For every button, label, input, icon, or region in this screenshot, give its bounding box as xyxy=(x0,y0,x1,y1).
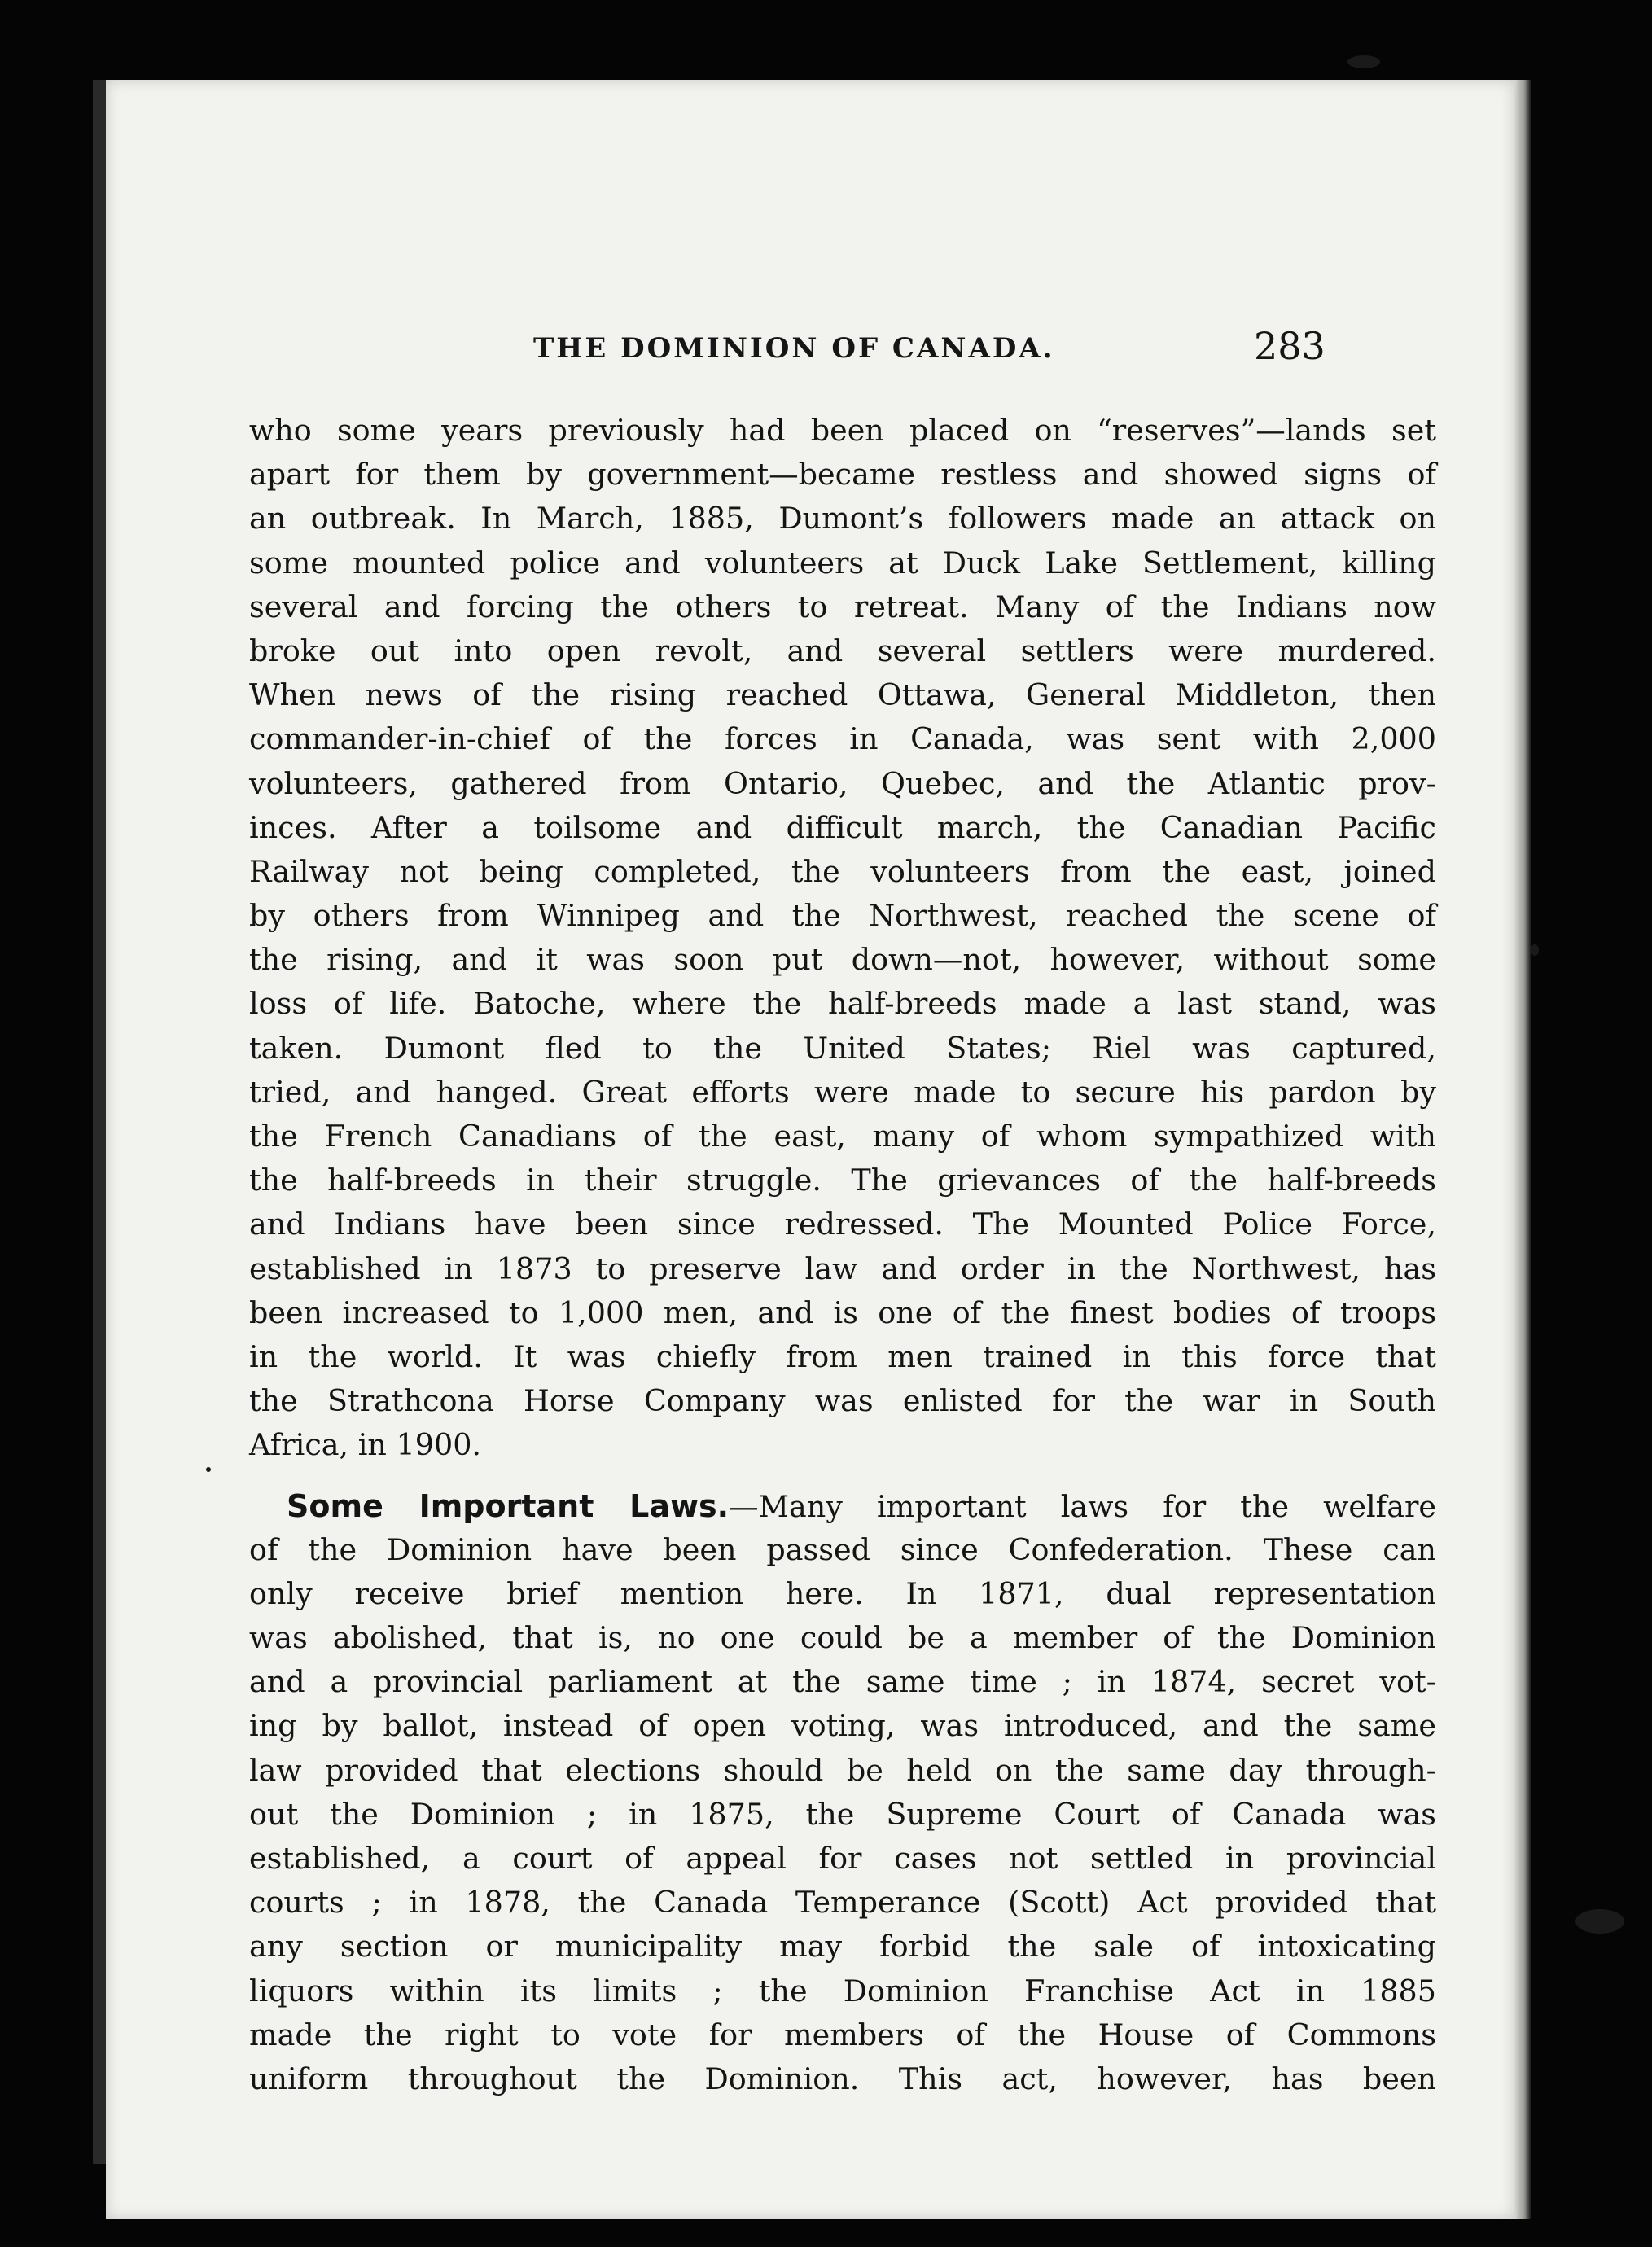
text-line: some mounted police and volunteers at Duck Lake Settlement, killing xyxy=(249,545,1436,580)
text-line: who some years previously had been placed on “reserves”—lands set xyxy=(249,413,1436,448)
text-line: by others from Winnipeg and the Northwest, reached the scene of xyxy=(249,898,1436,934)
text-line: commander-in-chief of the forces in Canada, was sent with 2,000 xyxy=(249,721,1436,757)
text-line: in the world. It was chiefly from men trained in this force that xyxy=(249,1338,1436,1374)
page-header xyxy=(106,324,1514,381)
text-line: Africa, in 1900. xyxy=(249,1427,482,1463)
text-line: out the Dominion ; in 1875, the Supreme Court of Canada was xyxy=(249,1796,1436,1832)
body-text xyxy=(249,409,1436,2101)
text-line: made the right to vote for members of the House of Commons xyxy=(249,2017,1436,2052)
section-heading: Some Important Laws. xyxy=(287,1487,730,1524)
scan-speck xyxy=(206,1467,211,1472)
text-line: an outbreak. In March, 1885, Dumont’s followers made an attack on xyxy=(249,501,1436,537)
scan-speck xyxy=(1575,1909,1624,1934)
page-number: 283 xyxy=(1254,324,1326,368)
text-line: volunteers, gathered from Ontario, Quebec, and the Atlantic prov- xyxy=(249,765,1436,801)
text-line: of the Dominion have been passed since Confederation. These can xyxy=(249,1531,1436,1567)
text-line: established, a court of appeal for cases not settled in provincial xyxy=(249,1841,1436,1876)
text-line: and Indians have been since redressed. The Mounted Police Force, xyxy=(249,1207,1436,1242)
text-line: When news of the rising reached Ottawa, General Middleton, then xyxy=(249,677,1436,713)
text-line: the half-breeds in their struggle. The grievances of the half-breeds xyxy=(249,1163,1436,1198)
text-line: law provided that elections should be held on the same day through- xyxy=(249,1752,1436,1788)
text-line: several and forcing the others to retreat. Many of the Indians now xyxy=(249,589,1436,624)
text-line: the French Canadians of the east, many of whom sympathized with xyxy=(249,1119,1436,1154)
text-line: liquors within its limits ; the Dominion Franchise Act in 1885 xyxy=(249,1973,1436,2008)
text-line: loss of life. Batoche, where the half-breeds made a last stand, was xyxy=(249,986,1436,1022)
paragraph-gap xyxy=(249,1468,1436,1484)
scan-speck xyxy=(1531,944,1539,956)
text-line: been increased to 1,000 men, and is one of the finest bodies of troops xyxy=(249,1294,1436,1330)
page-fore-edge xyxy=(1514,80,1531,2219)
text-line: ing by ballot, instead of open voting, was introduced, and the same xyxy=(249,1708,1436,1744)
text-line: tried, and hanged. Great efforts were made to secure his pardon by xyxy=(249,1074,1436,1110)
text-line: uniform throughout the Dominion. This act, however, has been xyxy=(249,2061,1436,2096)
text-line: was abolished, that is, no one could be a member of the Dominion xyxy=(249,1620,1436,1656)
text-line: and a provincial parliament at the same time ; in 1874, secret vot- xyxy=(249,1664,1436,1700)
text-line: apart for them by government—became restless and showed signs of xyxy=(249,457,1436,493)
section-first-line xyxy=(249,1484,1436,1528)
text-line: Railway not being completed, the volunteers from the east, joined xyxy=(249,853,1436,889)
text-line: broke out into open revolt, and several settlers were murdered. xyxy=(249,633,1436,668)
text-line: courts ; in 1878, the Canada Temperance (Scott) Act provided that xyxy=(249,1885,1436,1921)
text-line: the Strathcona Horse Company was enlisted for the war in South xyxy=(249,1383,1436,1419)
text-line: established in 1873 to preserve law and order in the Northwest, has xyxy=(249,1251,1436,1286)
book-page xyxy=(106,80,1514,2219)
text-line: the rising, and it was soon put down—not, however, without some xyxy=(249,942,1436,978)
text-line: only receive brief mention here. In 1871, dual representation xyxy=(249,1575,1436,1611)
text-line: taken. Dumont fled to the United States; Riel was captured, xyxy=(249,1030,1436,1066)
section-first-line-text: —Many important laws for the welfare xyxy=(729,1488,1437,1524)
text-line: any section or municipality may forbid the sale of intoxicating xyxy=(249,1929,1436,1964)
scan-speck xyxy=(1347,55,1380,68)
text-line: inces. After a toilsome and difficult march, the Canadian Pacific xyxy=(249,809,1436,845)
running-head: THE DOMINION OF CANADA. xyxy=(533,332,1055,365)
